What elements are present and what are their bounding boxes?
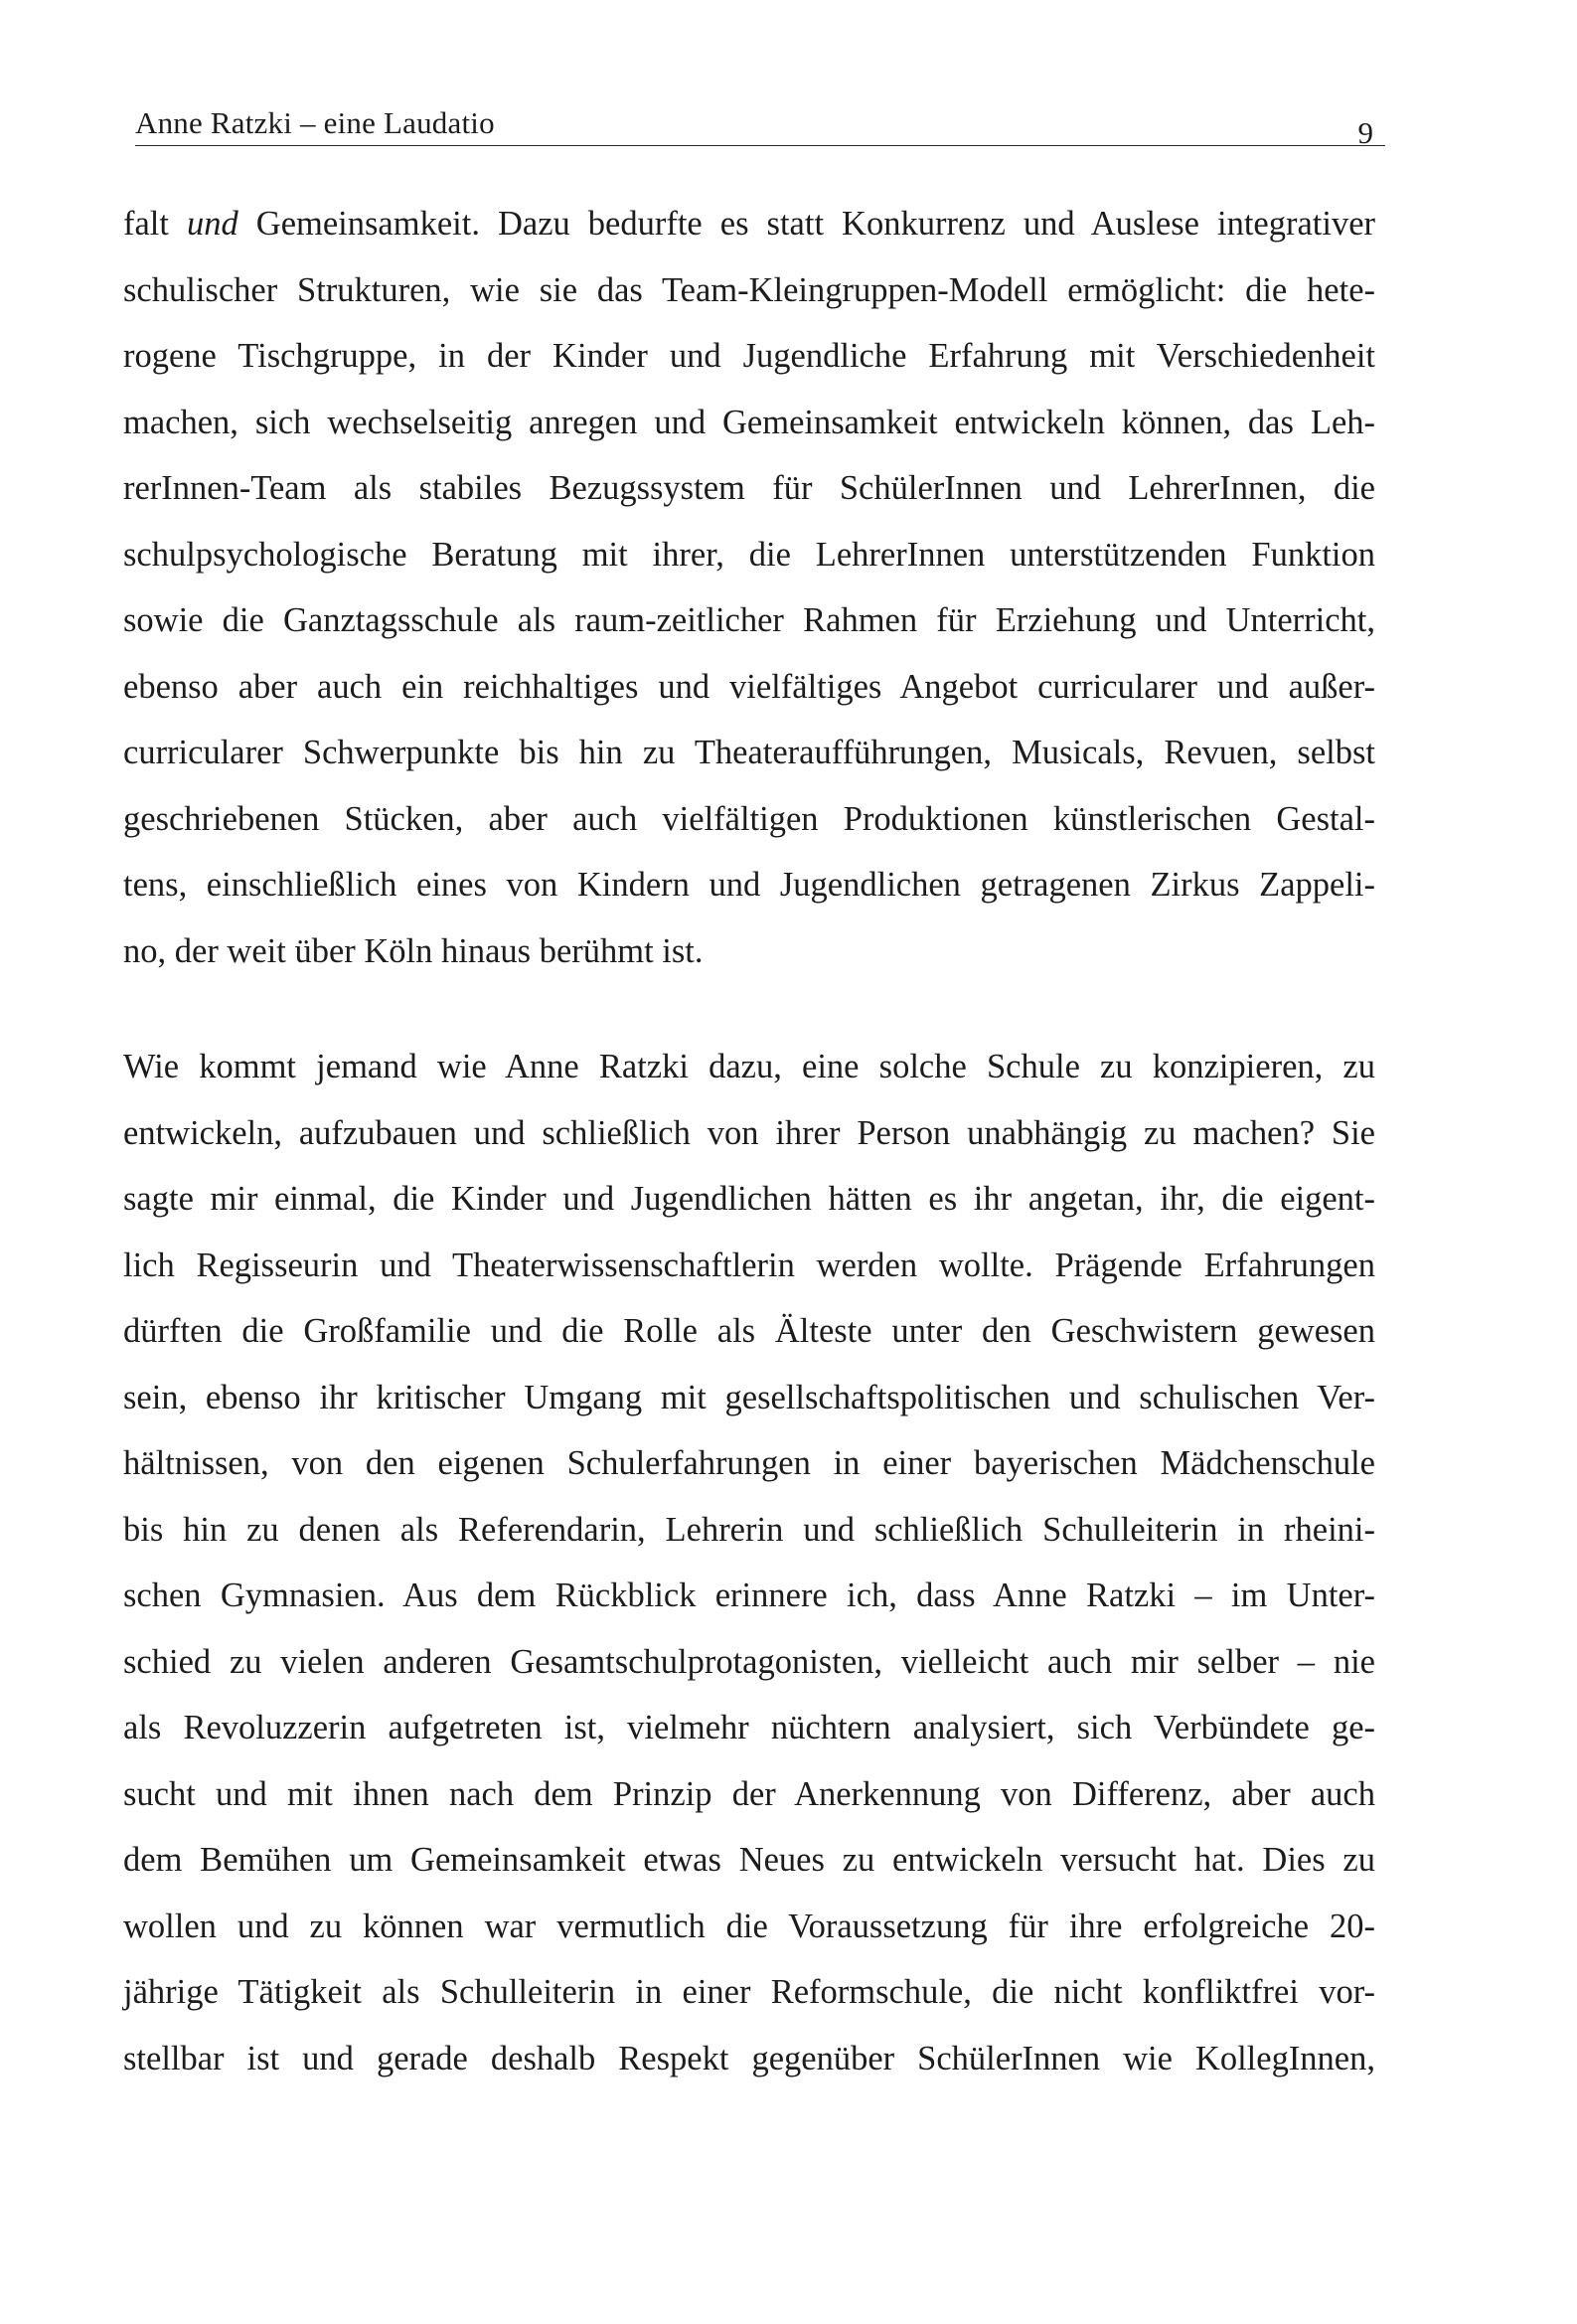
text-line: stellbar ist und gerade deshalb Respekt gegenüber SchülerInnen wie KollegInnen, <box>123 2039 1375 2077</box>
text-line: lich Regisseurin und Theaterwissenschaftlerin werden wollte. Prägende Erfahrungen <box>123 1245 1375 1284</box>
text-line: sagte mir einmal, die Kinder und Jugendlichen hätten es ihr angetan, ihr, die eigent- <box>123 1180 1375 1218</box>
text-line: schied zu vielen anderen Gesamtschulprotagonisten, vielleicht auch mir selber – nie <box>123 1642 1375 1681</box>
paragraph-1 <box>123 191 1375 984</box>
text-line: curricularer Schwerpunkte bis hin zu Theateraufführungen, Musicals, Revuen, selbst <box>123 734 1375 771</box>
text-line: Wie kommt jemand wie Anne Ratzki dazu, eine solche Schule zu konzipieren, zu <box>123 1048 1375 1085</box>
text-line: wollen und zu können war vermutlich die Voraussetzung für ihre erfolgreiche 20- <box>123 1907 1375 1945</box>
text-line: sucht und mit ihnen nach dem Prinzip der Anerkennung von Differenz, aber auch <box>123 1774 1375 1813</box>
text-line: dürften die Großfamilie und die Rolle als Älteste unter den Geschwistern gewesen <box>123 1312 1375 1350</box>
text-line: rerInnen-Team als stabiles Bezugssystem für SchülerInnen und LehrerInnen, die <box>123 469 1375 507</box>
text-line: sowie die Ganztagsschule als raum-zeitlicher Rahmen für Erziehung und Unterricht, <box>123 601 1375 639</box>
text-line: dem Bemühen um Gemeinsamkeit etwas Neues zu entwickeln versucht hat. Dies zu <box>123 1841 1375 1879</box>
header-title: Anne Ratzki – eine Laudatio <box>135 105 495 140</box>
page-number: 9 <box>1357 115 1373 150</box>
paragraph-2 <box>123 1034 1375 2091</box>
text-line: falt und Gemeinsamkeit. Dazu bedurfte es statt Konkurrenz und Auslese integrativer <box>123 205 1375 243</box>
text-line: sein, ebenso ihr kritischer Umgang mit gesellschaftspolitischen und schulischen Ver- <box>123 1378 1375 1416</box>
text-line: geschriebenen Stücken, aber auch vielfältigen Produktionen künstlerischen Gestal- <box>123 799 1375 838</box>
text-line: schulpsychologische Beratung mit ihrer, die LehrerInnen unterstützenden Funktion <box>123 535 1375 574</box>
text-line: ebenso aber auch ein reichhaltiges und vielfältiges Angebot curricularer und außer- <box>123 667 1375 706</box>
text-line: tens, einschließlich eines von Kindern und Jugendlichen getragenen Zirkus Zappeli- <box>123 866 1375 904</box>
text-line: bis hin zu denen als Referendarin, Lehrerin und schließlich Schulleiterin in rheini- <box>123 1510 1375 1549</box>
text-line: entwickeln, aufzubauen und schließlich von ihrer Person unabhängig zu machen? Sie <box>123 1113 1375 1152</box>
text-line: als Revoluzzerin aufgetreten ist, vielmehr nüchtern analysiert, sich Verbündete ge- <box>123 1709 1375 1746</box>
text-line: rogene Tischgruppe, in der Kinder und Jugendliche Erfahrung mit Verschiedenheit <box>123 337 1375 375</box>
running-header <box>135 103 1385 150</box>
text-line: jährige Tätigkeit als Schulleiterin in einer Reformschule, die nicht konfliktfrei vor- <box>123 1973 1375 2011</box>
emphasis: und <box>187 205 238 243</box>
text-line: no, der weit über Köln hinaus berühmt ist. <box>123 931 704 970</box>
text-line: machen, sich wechselseitig anregen und Gemeinsamkeit entwickeln können, das Leh- <box>123 403 1375 441</box>
text-line: schulischer Strukturen, wie sie das Team-Kleingruppen-Modell ermöglicht: die hete- <box>123 270 1375 309</box>
text-line: schen Gymnasien. Aus dem Rückblick erinnere ich, dass Anne Ratzki – im Unter- <box>123 1577 1375 1614</box>
text-line: hältnissen, von den eigenen Schulerfahrungen in einer bayerischen Mädchenschule <box>123 1444 1375 1482</box>
